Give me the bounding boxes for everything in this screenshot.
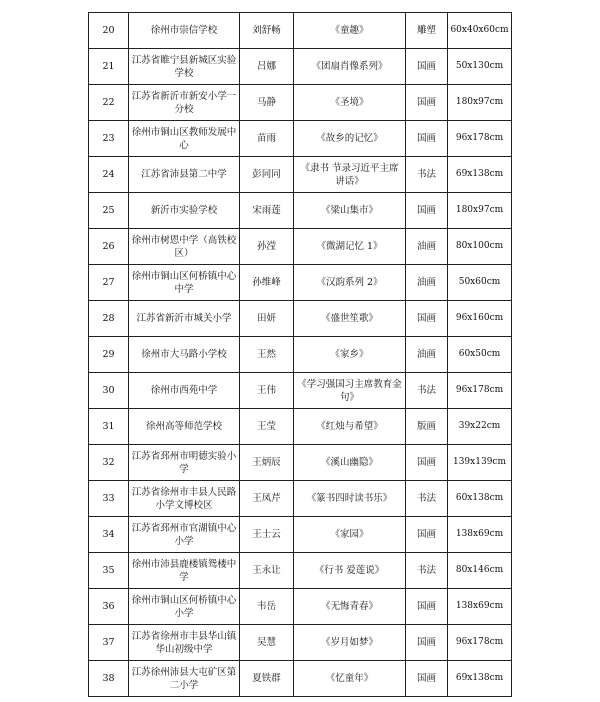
row-number: 28 (89, 301, 129, 337)
table-row (89, 445, 512, 481)
school-cell: 江苏省邳州市官湖镇中心小学 (129, 517, 240, 553)
table-body (89, 13, 512, 697)
school-cell: 江苏省徐州市丰县华山镇华山初级中学 (129, 625, 240, 661)
title-cell: 《红烛与希望》 (294, 409, 406, 445)
size-cell: 138x69cm (448, 517, 512, 553)
table-row (89, 13, 512, 49)
size-cell: 138x69cm (448, 589, 512, 625)
name-cell: 韦岳 (240, 589, 294, 625)
name-cell: 彭同同 (240, 157, 294, 193)
school-cell: 徐州市沛县鹿楼镇鸳楼中学 (129, 553, 240, 589)
row-number: 24 (89, 157, 129, 193)
category-cell: 国画 (406, 445, 448, 481)
table-row (89, 265, 512, 301)
table-row (89, 121, 512, 157)
name-cell: 吕娜 (240, 49, 294, 85)
title-cell: 《家乡》 (294, 337, 406, 373)
school-cell: 徐州市铜山区何桥镇中心小学 (129, 589, 240, 625)
name-cell: 马静 (240, 85, 294, 121)
size-cell: 96x160cm (448, 301, 512, 337)
category-cell: 国画 (406, 625, 448, 661)
school-cell: 江苏省徐州市丰县人民路小学文博校区 (129, 481, 240, 517)
row-number: 22 (89, 85, 129, 121)
title-cell: 《团扇肖像系列》 (294, 49, 406, 85)
school-cell: 徐州高等师范学校 (129, 409, 240, 445)
table-row (89, 625, 512, 661)
size-cell: 180x97cm (448, 193, 512, 229)
name-cell: 吴慧 (240, 625, 294, 661)
school-cell: 徐州市崇信学校 (129, 13, 240, 49)
category-cell: 书法 (406, 157, 448, 193)
category-cell: 国画 (406, 121, 448, 157)
school-cell: 徐州市大马路小学校 (129, 337, 240, 373)
title-cell: 《家园》 (294, 517, 406, 553)
table-row (89, 337, 512, 373)
row-number: 25 (89, 193, 129, 229)
title-cell: 《行书 爱莲说》 (294, 553, 406, 589)
row-number: 30 (89, 373, 129, 409)
table-row (89, 517, 512, 553)
title-cell: 《微湖记忆 1》 (294, 229, 406, 265)
school-cell: 徐州市铜山区教师发展中心 (129, 121, 240, 157)
title-cell: 《梁山集市》 (294, 193, 406, 229)
artwork-table (88, 12, 512, 697)
category-cell: 版画 (406, 409, 448, 445)
category-cell: 雕塑 (406, 13, 448, 49)
row-number: 33 (89, 481, 129, 517)
category-cell: 国画 (406, 661, 448, 697)
size-cell: 80x146cm (448, 553, 512, 589)
size-cell: 96x178cm (448, 373, 512, 409)
table-row (89, 661, 512, 697)
name-cell: 宋雨莲 (240, 193, 294, 229)
title-cell: 《岁月如梦》 (294, 625, 406, 661)
title-cell: 《故乡的记忆》 (294, 121, 406, 157)
row-number: 27 (89, 265, 129, 301)
name-cell: 王永让 (240, 553, 294, 589)
row-number: 34 (89, 517, 129, 553)
table-row (89, 229, 512, 265)
title-cell: 《汉韵系列 2》 (294, 265, 406, 301)
size-cell: 69x138cm (448, 661, 512, 697)
size-cell: 50x60cm (448, 265, 512, 301)
category-cell: 书法 (406, 481, 448, 517)
title-cell: 《学习强国习主席教育金句》 (294, 373, 406, 409)
row-number: 26 (89, 229, 129, 265)
document-page (88, 12, 511, 697)
category-cell: 书法 (406, 373, 448, 409)
title-cell: 《盛世笙歌》 (294, 301, 406, 337)
name-cell: 田妍 (240, 301, 294, 337)
size-cell: 96x178cm (448, 625, 512, 661)
school-cell: 江苏省新沂市新安小学一分校 (129, 85, 240, 121)
size-cell: 139x139cm (448, 445, 512, 481)
size-cell: 60x40x60cm (448, 13, 512, 49)
row-number: 37 (89, 625, 129, 661)
school-cell: 江苏省邳州市明德实验小学 (129, 445, 240, 481)
title-cell: 《童趣》 (294, 13, 406, 49)
name-cell: 王伟 (240, 373, 294, 409)
table-row (89, 157, 512, 193)
category-cell: 国画 (406, 193, 448, 229)
title-cell: 《隶书 节录习近平主席讲话》 (294, 157, 406, 193)
size-cell: 96x178cm (448, 121, 512, 157)
name-cell: 孙维峰 (240, 265, 294, 301)
category-cell: 油画 (406, 229, 448, 265)
size-cell: 50x130cm (448, 49, 512, 85)
row-number: 23 (89, 121, 129, 157)
category-cell: 书法 (406, 553, 448, 589)
row-number: 20 (89, 13, 129, 49)
name-cell: 王莹 (240, 409, 294, 445)
school-cell: 江苏徐州沛县大屯矿区第二小学 (129, 661, 240, 697)
name-cell: 夏铁群 (240, 661, 294, 697)
title-cell: 《溪山幽隐》 (294, 445, 406, 481)
name-cell: 苗雨 (240, 121, 294, 157)
table-row (89, 409, 512, 445)
table-row (89, 85, 512, 121)
school-cell: 徐州市西苑中学 (129, 373, 240, 409)
title-cell: 《忆童年》 (294, 661, 406, 697)
category-cell: 国画 (406, 85, 448, 121)
size-cell: 39x22cm (448, 409, 512, 445)
row-number: 36 (89, 589, 129, 625)
school-cell: 江苏省新沂市城关小学 (129, 301, 240, 337)
school-cell: 徐州市铜山区何桥镇中心中学 (129, 265, 240, 301)
name-cell: 刘舒畅 (240, 13, 294, 49)
category-cell: 国画 (406, 49, 448, 85)
category-cell: 国画 (406, 301, 448, 337)
school-cell: 徐州市树恩中学（高铁校区） (129, 229, 240, 265)
row-number: 29 (89, 337, 129, 373)
table-row (89, 49, 512, 85)
row-number: 21 (89, 49, 129, 85)
size-cell: 60x50cm (448, 337, 512, 373)
name-cell: 王士云 (240, 517, 294, 553)
title-cell: 《圣境》 (294, 85, 406, 121)
size-cell: 60x138cm (448, 481, 512, 517)
category-cell: 油画 (406, 337, 448, 373)
table-row (89, 589, 512, 625)
size-cell: 80x100cm (448, 229, 512, 265)
row-number: 32 (89, 445, 129, 481)
table-row (89, 373, 512, 409)
title-cell: 《无悔青春》 (294, 589, 406, 625)
category-cell: 油画 (406, 265, 448, 301)
name-cell: 王炳辰 (240, 445, 294, 481)
title-cell: 《篆书四时读书乐》 (294, 481, 406, 517)
table-row (89, 193, 512, 229)
name-cell: 王然 (240, 337, 294, 373)
school-cell: 江苏省沛县第二中学 (129, 157, 240, 193)
size-cell: 180x97cm (448, 85, 512, 121)
table-row (89, 481, 512, 517)
name-cell: 孙滢 (240, 229, 294, 265)
category-cell: 国画 (406, 517, 448, 553)
size-cell: 69x138cm (448, 157, 512, 193)
category-cell: 国画 (406, 589, 448, 625)
name-cell: 王凤芹 (240, 481, 294, 517)
school-cell: 新沂市实验学校 (129, 193, 240, 229)
row-number: 35 (89, 553, 129, 589)
table-row (89, 301, 512, 337)
row-number: 38 (89, 661, 129, 697)
row-number: 31 (89, 409, 129, 445)
table-row (89, 553, 512, 589)
school-cell: 江苏省睢宁县新城区实验学校 (129, 49, 240, 85)
